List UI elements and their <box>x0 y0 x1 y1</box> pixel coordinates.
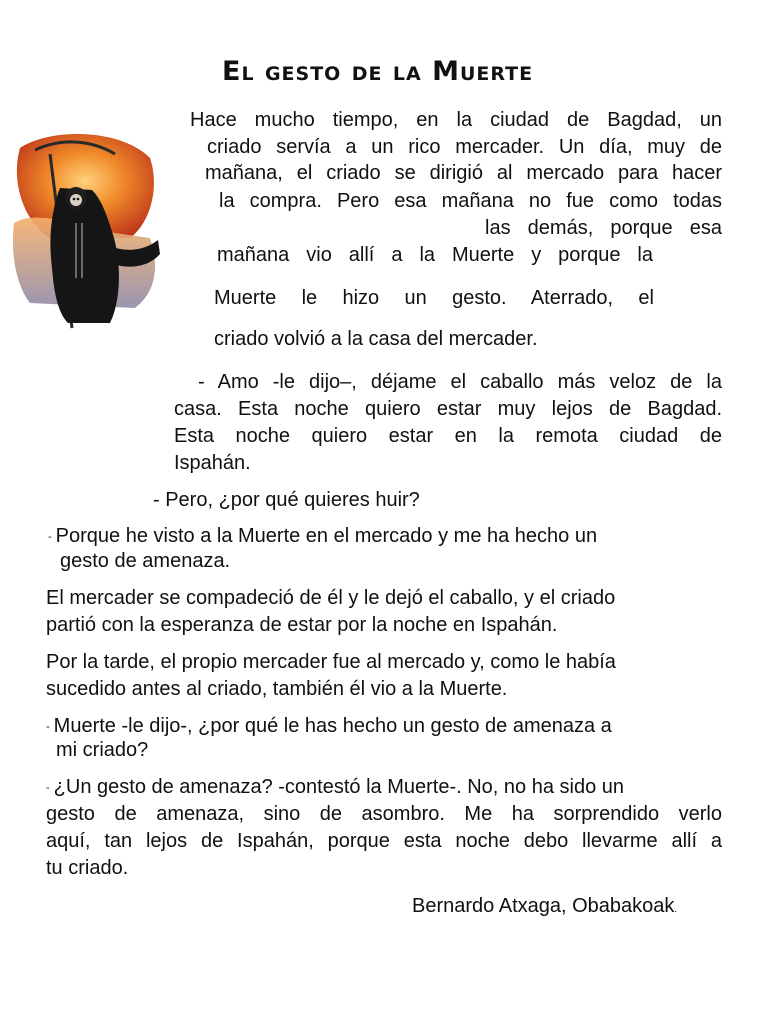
author-signature <box>412 893 677 923</box>
story-line: criado volvió a la casa del mercader. <box>214 328 538 350</box>
dialogue-line: tu criado. <box>46 857 129 879</box>
dialogue-line: gesto de amenaza, sino de asombro. Me ha sorprendido verlo <box>46 803 722 825</box>
story-line: mañana, el criado se dirigió al mercado para hacer <box>205 162 722 184</box>
dialogue-text: Porque he visto a la Muerte en el mercado y me ha hecho un <box>55 525 598 547</box>
dialogue-line: Ispahán. <box>174 452 251 474</box>
dialogue-line <box>48 523 728 550</box>
dialogue-text: ¿Un gesto de amenaza? -contestó la Muerte-. No, no ha sido un <box>53 776 624 798</box>
dialogue-line: - Amo -le dijo–, déjame el caballo más veloz de la <box>198 371 722 393</box>
story-line: la compra. Pero esa mañana no fue como todas <box>219 190 722 212</box>
dialogue-text: Muerte -le dijo-, ¿por qué le has hecho un gesto de amenaza a <box>53 715 612 737</box>
dialogue-line <box>46 713 728 740</box>
story-line: Hace mucho tiempo, en la ciudad de Bagdad, un <box>190 109 722 131</box>
story-line: criado servía a un rico mercader. Un día, muy de <box>207 136 722 158</box>
story-line: El mercader se compadeció de él y le dejó el caballo, y el criado <box>46 587 616 609</box>
dialogue-line: aquí, tan lejos de Ispahán, porque esta noche debo llevarme allí a <box>46 830 722 852</box>
dialogue-line: Esta noche quiero estar en la remota ciudad de <box>174 425 722 447</box>
author-signature-text: Bernardo Atxaga, Obabakoak <box>412 895 675 917</box>
story-line: mañana vio allí a la Muerte y porque la <box>217 244 653 266</box>
dialogue-dash: - <box>46 721 50 733</box>
page-title: El gesto de la Muerte <box>222 56 534 87</box>
signature-dot: . <box>674 904 678 915</box>
story-line: sucedido antes al criado, también él vio a la Muerte. <box>46 678 508 700</box>
dialogue-line: gesto de amenaza. <box>60 550 231 572</box>
dialogue-dash: - <box>46 782 50 794</box>
story-line: Por la tarde, el propio mercader fue al mercado y, como le había <box>46 651 616 673</box>
dialogue-line <box>46 774 722 801</box>
dialogue-dash: - <box>48 531 52 543</box>
dialogue-line: - Pero, ¿por qué quieres huir? <box>153 489 420 511</box>
story-line: las demás, porque esa <box>485 217 722 239</box>
story-line: partió con la esperanza de estar por la noche en Ispahán. <box>46 614 558 636</box>
story-line: Muerte le hizo un gesto. Aterrado, el <box>214 287 654 309</box>
dialogue-line: mi criado? <box>56 739 149 761</box>
dialogue-line: casa. Esta noche quiero estar muy lejos de Bagdad. <box>174 398 722 420</box>
grim-reaper-icon <box>10 128 170 338</box>
